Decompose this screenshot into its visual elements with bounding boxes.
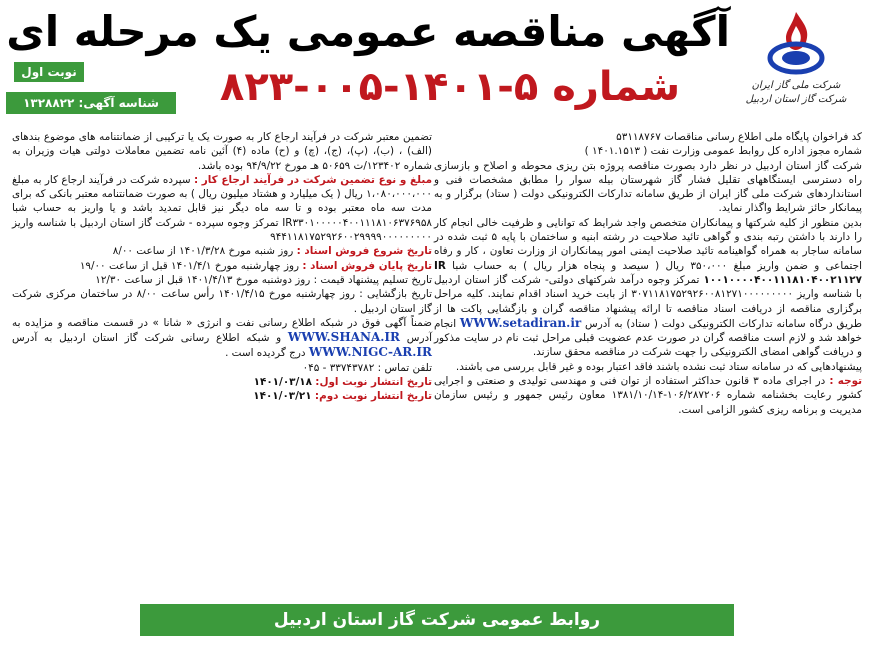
purchase-iban: IR ۱۰۰۱۰۰۰۰۴۰۰۱۱۱۸۱۰۴۰۰۲۱۱۲۷ <box>434 259 862 286</box>
sale-start-label: تاریخ شروع فروش اسناد : <box>296 245 432 258</box>
notice-title: آگهی مناقصه عمومی یک مرحله ای <box>6 7 730 56</box>
contact-phone: تلفن تماس : ۳۳۷۴۳۷۸۲ - ۰۴۵ <box>302 361 432 374</box>
second-publication-date: ۱۴۰۱/۰۳/۲۱ <box>253 390 312 403</box>
sale-end-label: تاریخ پایان فروش اسناد : <box>302 259 432 272</box>
publication-text-3: درج گردیده است . <box>225 347 306 360</box>
guarantee-paragraph <box>12 173 432 244</box>
guarantee-heading: مبلغ و نوع تضمین شرکت در فرآیند ارجاع کار : <box>193 173 432 186</box>
sale-start <box>12 244 432 258</box>
guarantee-validity: تضمین معتبر شرکت در فرآیند ارجاع کار به صورت یک یا ترکیبی از ضمانتنامه های موضوع بندهای (الف) ، (ب)، (پ)، (ج)، (چ) و (ح) ماده (۴) آئین نامه تضمین معاملات دولتی هیات وزیران به شماره ۱۲۳۴۰۲/ت ۵۰۶۵۹ هـ مورخ ۹۴/۹/۲۲ بوده باشد. <box>12 131 432 172</box>
publication-text: ضمناً آگهی فوق در شبکه اطلاع رسانی نفت و انرژی « شانا » در قسمت مناقصه و مزایده به آدرس <box>12 316 432 345</box>
first-publication-label: تاریخ انتشار نوبت اول: <box>315 376 432 389</box>
attention-text: در اجرای ماده ۳ قانون حداکثر استفاده از توان فنی و مهندسی تولیدی و صنعتی و اجرایی کشور رعایت بخشنامه شماره ۱۰۶/۲۸۷۲۰۶-۱۳۸۱/۱۰/۱۴ معاون رئیس جمهور و رئیس سازمان مدیریت و برنامه ریزی کشور الزامی است. <box>434 375 862 416</box>
attention-paragraph <box>434 374 862 417</box>
ad-id-badge: شناسه آگهی: ۱۳۲۸۸۲۲ <box>6 92 176 114</box>
eligibility-text: بدین منظور از کلیه شرکتها و پیمانکاران متخصص واجد شرایط که توانایی و ظرفیت خالی انجام کار را دارند با داشتن رتبه بندی و گواهی تائید صلاحیت در رشته ابنیه و ساختمان با پایه ۵ ثبت شده در سامانه ساجار به همراه گواهینامه تائید صلاحیت ایمنی امور پیمانکاران از وزارت تعاون ، کار و رفاه اجتماعی و ضمن واریز مبلغ ۳۵۰،۰۰۰ ریال ( سیصد و پنجاه هزار ریال ) به حساب شبا <box>434 216 862 272</box>
second-publication-label: تاریخ انتشار نوبت دوم: <box>314 390 432 403</box>
notice-round-badge: نوبت اول <box>14 62 84 82</box>
public-relations-footer: روابط عمومی شرکت گاز استان اردبیل <box>140 604 734 636</box>
eligibility-paragraph <box>434 216 862 360</box>
company-logo <box>736 8 856 120</box>
left-column <box>12 130 432 404</box>
setad-link[interactable]: WWW.setadiran.ir <box>459 315 582 330</box>
notice-header <box>0 0 874 128</box>
sale-end-value: روز چهارشنبه مورخ ۱۴۰۱/۴/۱ قبل از ساعت ۱۹/۰۰ <box>79 259 300 272</box>
tender-description: شرکت گاز استان اردبیل در نظر دارد بصورت مناقصه پروژه بتن ریزی محوطه و اصلاح و بازسازی راه دسترسی ایستگاههای تقلیل فشار گاز شهرستان بیله سوار را مطابق مشخصات فنی و استانداردهای شرکت ملی گاز ایران از طریق سامانه تدارکات الکترونیکی دولت ( ستاد) برگزار و به پیمانکار حائز شرایط واگذار نماید. <box>434 159 862 215</box>
second-publication <box>12 389 432 403</box>
eligibility-text-3: انجام خواهد شد و لازم است مناقصه گران در صورت عدم عضویت قبلی مراحل ثبت نام در سایت مذکور و دریافت گواهی امضای الکترونیکی را جهت شرکت در مناقصه محقق سازند. <box>434 317 862 359</box>
logo-line-2: شرکت گاز استان اردبیل <box>745 94 847 105</box>
attention-label: توجه : <box>829 375 862 388</box>
bid-submission: تاریخ تسلیم پیشنهاد قیمت : روز دوشنبه مورخ ۱۴۰۱/۴/۱۳ قبل از ساعت ۱۲/۳۰ <box>95 273 432 286</box>
unregistered-bids-note: پیشنهادهایی که در سامانه ستاد ثبت نشده باشند فاقد اعتبار بوده و غیر قابل بررسی می باشند. <box>455 360 862 373</box>
sale-end <box>12 259 432 273</box>
permit-number: شماره مجوز اداره کل روابط عمومی وزارت نفت ( ۱۴۰۱.۱۵۱۳ ) <box>584 145 862 158</box>
tender-number: شماره ۵-۱۴۰۱-۰۰۵-۸۲۳ <box>219 64 681 110</box>
eligibility-text-2: تمرکز وجوه درآمد شرکتهای دولتی- شرکت گاز استان اردبیل با شناسه واریز ۳۰۷۱۱۸۱۷۵۲۹۲۶۰۰۸۱۲۷۱۰۰۰۰۰۰۰۰۰ از بابت خرید اسناد اقدام نمایند. کلیه مراحل برگزاری مناقصه از دریافت اسناد مناقصه تا ارائه پیشنهاد مناقصه گران و بازگشایی پاکت ها از طریق درگاه سامانه تدارکات الکترونیکی دولت ( ستاد) به آدرس <box>434 273 862 330</box>
right-column <box>434 130 862 417</box>
nigc-link[interactable]: WWW.NIGC-AR.IR <box>308 345 432 360</box>
publication-paragraph <box>12 316 432 361</box>
logo-line-1: شرکت ملی گاز ایران <box>751 80 841 91</box>
portal-code: کد فراخوان پایگاه ملی اطلاع رسانی مناقصات ۵۳۱۱۸۷۶۷ <box>616 131 862 143</box>
bid-opening: تاریخ بازگشایی : روز چهارشنبه مورخ ۱۴۰۱/۴/۱۵ رأس ساعت ۸/۰۰ در ساختمان مرکزی شرکت گاز استان اردبیل . <box>12 288 432 315</box>
first-publication-date: ۱۴۰۱/۰۳/۱۸ <box>253 376 312 389</box>
nigc-flame-icon <box>764 8 828 78</box>
guarantee-text: سپرده شرکت در فرآیند ارجاع کار به مبلغ ۱،۰۸۰،۰۰۰،۰۰۰ ریال ( یک میلیارد و هشتاد میلیون ریال ) به صورت ضمانتنامه معتبر بانکی که برای مدت سه ماه معتبر بوده و تا سه ماه دیگر نیز قابل تمدید باشد و یا واریز به حساب شبا IR۳۳۰۱۰۰۰۰۰۴۰۰۱۱۱۸۱۰۶۳۷۶۹۵۸ تمرکز وجوه سپرده - شرکت گاز استان اردبیل با شناسه واریز ۹۴۴۱۱۸۱۷۵۲۹۲۶۰۰۲۹۹۹۹۰۰۰۰۰۰۰۰۰ <box>12 173 432 244</box>
shana-link[interactable]: WWW.SHANA.IR <box>287 330 401 345</box>
first-publication <box>12 375 432 389</box>
sale-start-value: روز شنبه مورخ ۱۴۰۱/۳/۲۸ از ساعت ۸/۰۰ <box>112 245 294 258</box>
publication-text-2: و شبکه اطلاع رسانی شرکت گاز استان اردبیل به آدرس <box>12 332 282 345</box>
